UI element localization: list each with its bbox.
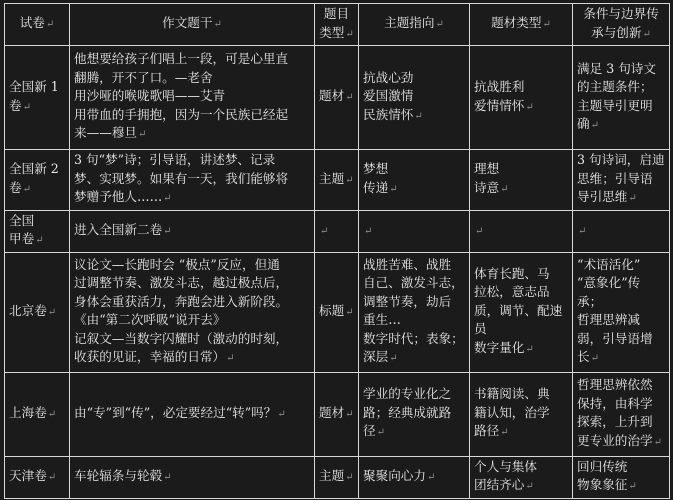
column-header [573,4,670,46]
return-mark-icon: ↵ [590,120,599,131]
material-cell [470,372,573,456]
return-mark-icon: ↵ [364,225,373,237]
cell-text-line: 数字量化 [474,339,525,355]
cell-last-line [319,170,354,191]
cell-text-line: 传递 [363,179,389,195]
condition-cell [573,46,670,150]
condition-cell [573,150,670,211]
cell-text-line: 深层 [363,349,389,364]
cell-text-line: 确 [577,116,590,131]
cell-text-line: 思维；引导语 [577,170,653,186]
material-cell [470,456,573,498]
cell-text-line: 物象象征 [577,477,628,492]
cell-text-line: 导引思维 [577,189,628,204]
cell-last-line [74,124,310,145]
cell-last-line [9,302,65,323]
cell-text-line: 3 句“梦”诗；引导语，讲述梦、记录 [74,152,276,167]
header-row [5,4,670,46]
cell-text-line: 用带血的手拥抱，因为一个民族已经起 [74,106,289,122]
cell-last-line [363,467,465,488]
cell-last-line [577,188,665,209]
cell-last-line [319,221,354,242]
cell-text-line: 拉松，意志品 [474,284,550,300]
cell-text-line: 题材 [319,88,345,104]
cell-text-line: 回归传统 [577,458,628,474]
cell-text-line: 聚聚向心力 [363,467,426,483]
cell-text-line: 卷 [9,179,22,195]
return-mark-icon: ↵ [578,225,587,237]
paper-cell [5,46,70,150]
paper-cell [5,372,70,456]
type-cell [315,252,359,372]
cell-last-line [74,467,310,488]
cell-text-line: 主题 [319,467,345,483]
prompt-cell [70,456,315,498]
cell-last-line [474,339,568,360]
cell-text-line: 调整节奏，劫后 [363,293,452,309]
return-mark-icon: ↵ [345,408,354,420]
cell-last-line [474,179,568,200]
cell-last-line [74,348,310,369]
cell-text-line: 过调整节奏、激发斗志，越过极点后， [74,275,289,290]
cell-last-line [363,221,465,242]
cell-text-line: 车轮辐条与轮毂 [74,467,163,483]
return-mark-icon: ↵ [389,183,398,195]
cell-text-line: 3 句诗词，启迪 [577,152,665,167]
cell-last-line [577,221,665,242]
cell-text-line: 爱情情怀 [474,97,525,113]
column-header-label: 试卷 [19,15,45,31]
return-mark-icon: ↵ [22,183,31,195]
prompt-cell [70,252,315,372]
cell-last-line [474,476,568,497]
cell-text-line: 全国新 1 [9,79,59,94]
cell-text-line: 梦想 [363,161,389,177]
return-mark-icon: ↵ [163,225,172,237]
cell-text-line: 保持，由科学 [577,395,653,411]
return-mark-icon: ↵ [590,353,599,364]
paper-cell [5,150,70,211]
cell-text-line: 抗战心劲 [363,69,414,85]
material-cell [470,210,573,252]
column-header-label: 条件与边界传承与创新 [583,6,659,40]
return-mark-icon: ↵ [137,129,147,141]
return-mark-icon: ↵ [525,481,534,492]
cell-last-line [363,348,465,369]
return-mark-icon: ↵ [653,436,662,448]
table-row [5,46,670,150]
column-header [70,4,315,46]
cell-text-line: 径 [363,423,376,439]
column-header-label: 主题指向 [384,15,435,31]
cell-last-line [9,179,65,200]
paper-cell [5,252,70,372]
material-cell [470,46,573,150]
cell-text-line: 用沙哑的喉咙歌唱——艾青 [74,88,226,104]
return-mark-icon: ↵ [226,353,235,364]
cell-text-line: 全国 [9,212,35,228]
theme-cell [359,150,470,211]
cell-text-line: 重生… [363,312,401,327]
return-mark-icon: ↵ [320,225,329,237]
cell-text-line: 战胜苦难、战胜 [363,256,452,272]
cell-text-line: 自己、激发斗志， [363,275,464,290]
table-row [5,456,670,498]
cell-text-line: 身体会重获活力，奔跑会进入新阶段。 [74,293,289,309]
cell-text-line: 甲卷 [9,231,35,246]
return-mark-icon: ↵ [389,353,398,364]
cell-last-line [474,422,568,443]
cell-text-line: 梦赠予他人…… [74,189,163,204]
paper-cell [5,456,70,498]
return-mark-icon: ↵ [47,408,57,420]
cell-last-line [9,230,65,251]
theme-cell [359,46,470,150]
return-mark-icon: ↵ [47,306,57,318]
cell-text-line: 承； [577,293,603,309]
cell-text-line: 满足 3 句诗文 [577,60,656,76]
condition-cell [573,210,670,252]
return-mark-icon: ↵ [628,193,637,204]
column-header [359,4,470,46]
table-row [5,252,670,372]
material-cell [470,252,573,372]
cell-text-line: 诗意 [474,179,500,195]
return-mark-icon: ↵ [525,101,534,113]
cell-text-line: 卷 [9,97,22,113]
return-mark-icon: ↵ [500,183,509,195]
theme-cell [359,252,470,372]
return-mark-icon: ↵ [500,427,509,439]
cell-text-line: 质，调节、配速 [474,302,563,318]
cell-last-line [9,404,65,425]
cell-last-line [577,115,665,136]
return-mark-icon: ↵ [277,408,286,420]
type-cell [315,46,359,150]
condition-cell [573,372,670,456]
return-mark-icon: ↵ [525,343,534,355]
cell-text-line: 路径 [474,423,500,439]
return-mark-icon: ↵ [47,471,57,483]
cell-text-line: 翻腾，开不了口。—老舍 [74,69,213,85]
return-mark-icon: ↵ [345,471,354,483]
cell-last-line [319,404,354,425]
cell-last-line [9,97,65,118]
return-mark-icon: ↵ [345,306,354,318]
cell-last-line [363,179,465,200]
cell-last-line [577,348,665,369]
cell-text-line: 记叙文—当数字闪耀时（激动的时刻， [74,330,289,346]
type-cell [315,210,359,252]
type-cell [315,372,359,456]
column-header-label: 作文题干 [162,15,213,31]
cell-text-line: 民族情怀 [363,106,414,122]
return-mark-icon: ↵ [642,28,651,40]
return-mark-icon: ↵ [628,481,637,492]
condition-cell [573,252,670,372]
cell-text-line: 梦、实现梦。如果有一天，我们能够将 [74,170,289,186]
return-mark-icon: ↵ [426,471,436,483]
cell-text-line: “意象化”传 [577,275,641,290]
return-mark-icon: ↵ [163,193,172,204]
prompt-cell [70,150,315,211]
cell-last-line [74,188,310,209]
cell-text-line: 主题导引更明 [577,97,653,113]
cell-text-line: 标题 [319,302,345,318]
cell-text-line: 北京卷 [9,302,47,318]
table-row [5,210,670,252]
cell-text-line: 由“专”到“传”，必定要经过“转”吗？ [74,404,277,420]
cell-last-line [319,467,354,488]
paper-cell [5,210,70,252]
cell-last-line [74,221,310,242]
cell-text-line: 路；经典成就路 [363,404,452,420]
cell-text-line: 爱国激情 [363,88,414,104]
cell-last-line [474,221,568,242]
type-cell [315,456,359,498]
return-mark-icon: ↵ [345,92,354,104]
cell-last-line [577,476,665,497]
cell-text-line: 进入全国新二卷 [74,221,163,237]
material-cell [470,150,573,211]
cell-last-line [577,432,665,453]
column-header [5,4,70,46]
cell-text-line: 收获的见证，幸福的日常） [74,349,226,364]
theme-cell [359,210,470,252]
cell-last-line [319,302,354,323]
cell-text-line: 探索，上升到 [577,414,653,429]
cell-text-line: 他想要给孩子们唱上一段，可是心里直 [74,51,289,67]
return-mark-icon: ↵ [213,19,222,31]
return-mark-icon: ↵ [163,471,172,483]
cell-text-line: 数字时代；表象； [363,330,464,346]
theme-cell [359,456,470,498]
return-mark-icon: ↵ [45,19,55,31]
cell-last-line [363,422,465,443]
cell-text-line: 议论文—长跑时会 “极点”反应，但通 [74,256,280,272]
cell-text-line: 主题 [319,170,345,186]
cell-text-line: 上海卷 [9,404,47,420]
cell-text-line: 团结齐心 [474,477,525,492]
column-header-label: 题目类型 [319,6,350,40]
return-mark-icon: ↵ [435,19,444,31]
type-cell [315,150,359,211]
cell-text-line: 《由“第二次呼吸”说开去》 [74,312,226,327]
comparison-table [4,3,670,499]
return-mark-icon: ↵ [542,19,551,31]
return-mark-icon: ↵ [22,101,31,113]
cell-text-line: 的主题条件； [577,79,653,94]
cell-last-line [74,404,310,425]
cell-last-line [9,467,65,488]
cell-text-line: 理想 [474,161,500,177]
return-mark-icon: ↵ [345,174,354,186]
cell-text-line: 体育长跑、马 [474,265,550,281]
cell-text-line: 哲理思辨依然 [577,377,653,392]
condition-cell [573,456,670,498]
cell-text-line: 籍认知，治学 [474,404,550,420]
cell-text-line: 弱，引导语增 [577,330,653,346]
cell-last-line [319,87,354,108]
cell-text-line: 员 [474,321,487,337]
cell-text-line: 学业的专业化之 [363,386,452,402]
cell-text-line: 书籍阅读、典 [474,386,550,402]
cell-last-line [363,106,465,127]
cell-text-line: 个人与集体 [474,458,537,474]
column-header [470,4,573,46]
cell-text-line: 全国新 2 [9,161,59,177]
cell-text-line: “术语活化” [577,256,641,272]
cell-text-line: 题材 [319,404,345,420]
return-mark-icon: ↵ [35,235,44,246]
column-header-label: 题材类型 [491,15,542,31]
table-row [5,150,670,211]
table-row [5,372,670,456]
cell-text-line: 长 [577,349,590,364]
return-mark-icon: ↵ [345,28,354,40]
theme-cell [359,372,470,456]
cell-last-line [474,97,568,118]
return-mark-icon: ↵ [475,225,484,237]
return-mark-icon: ↵ [376,427,385,439]
cell-text-line: 来——穆旦 [74,125,137,141]
column-header [315,4,359,46]
prompt-cell [70,210,315,252]
return-mark-icon: ↵ [414,110,423,122]
cell-text-line: 哲理思辨减 [577,312,640,327]
prompt-cell [70,372,315,456]
cell-text-line: 更专业的治学 [577,432,653,448]
prompt-cell [70,46,315,150]
cell-text-line: 抗战胜利 [474,79,525,94]
cell-text-line: 天津卷 [9,467,47,483]
